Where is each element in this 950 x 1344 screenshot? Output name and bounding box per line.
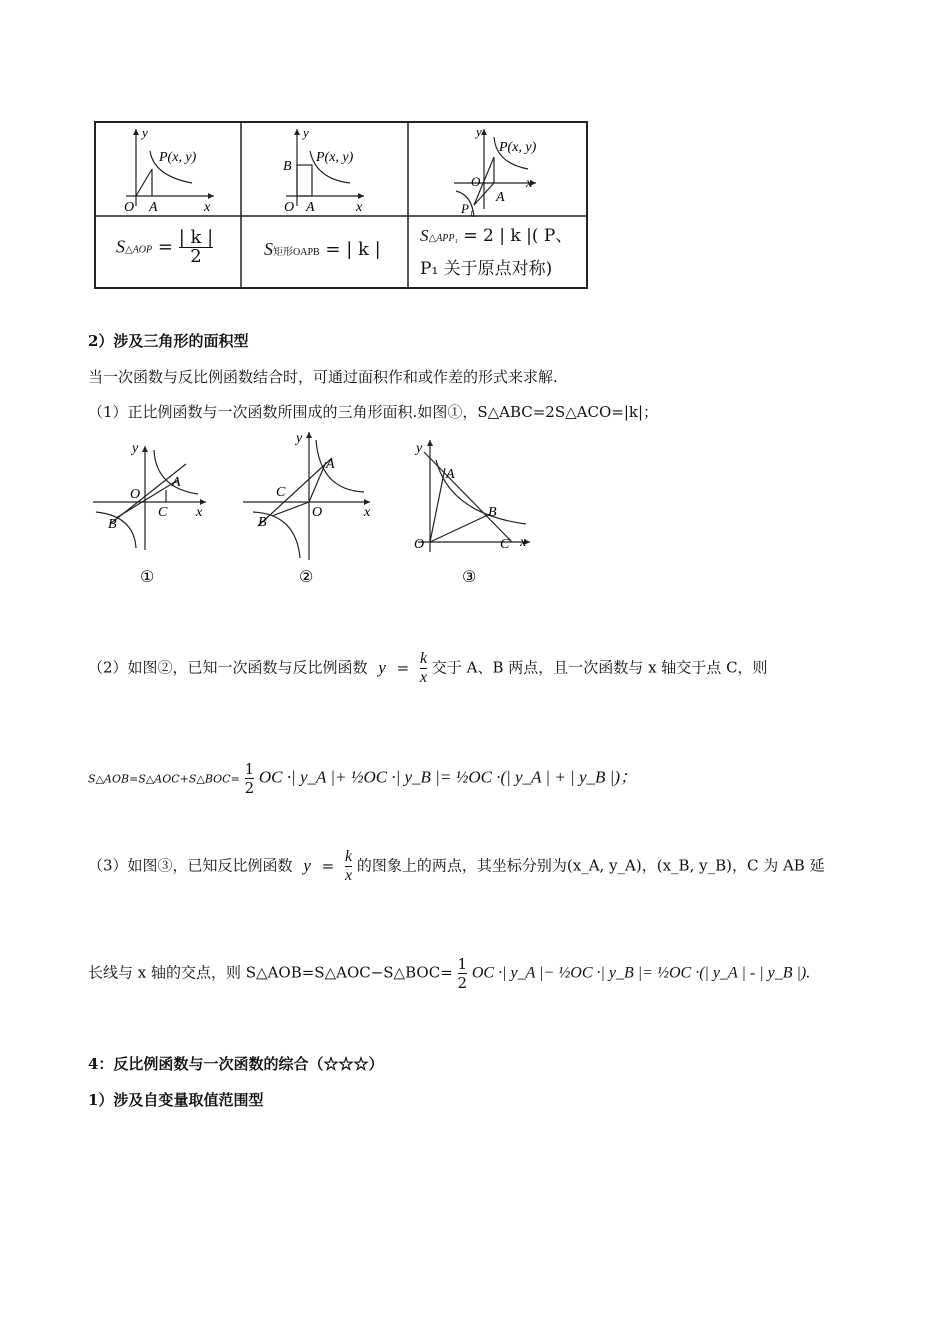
svg-text:O: O xyxy=(312,505,323,520)
section2-item3-formula: 长线与 x 轴的交点，则 S△AOB=S△AOC−S△BOC= $\frac{1}{2}$ OC ·| y_A |− ½OC ·| y_B |= ½OC ·(| y_A | - | y_B |). xyxy=(88,955,811,992)
table-graph-1 xyxy=(124,125,214,215)
summary-table xyxy=(94,121,588,289)
svg-text:P(x, y): P(x, y) xyxy=(316,150,354,165)
section2-intro: 当一次函数与反比例函数结合时，可通过面积作和或作差的形式来求解. xyxy=(88,368,558,386)
svg-text:A: A xyxy=(326,457,335,472)
section2-item1: （1）正比例函数与一次函数所围成的三角形面积.如图①，S△ABC=2S△ACO=|k|； xyxy=(88,403,659,421)
svg-text:y: y xyxy=(476,124,482,139)
svg-text:O: O xyxy=(414,537,425,552)
svg-text:A: A xyxy=(172,475,181,490)
svg-text:P(x, y): P(x, y) xyxy=(159,150,197,165)
svg-text:C: C xyxy=(500,537,510,552)
svg-text:B: B xyxy=(258,515,267,530)
svg-text:y: y xyxy=(132,441,139,456)
svg-text:x: x xyxy=(520,535,527,550)
section2-item3-line1: （3）如图③，已知反比例函数 y = $\frac{k}{x}$ 的图象上的两点，其坐标分别为(x_A, y_A)，(x_B, y_B)，C 为 AB 延 xyxy=(88,848,825,884)
svg-text:y: y xyxy=(303,125,309,140)
section2-item2-formula: S△AOB=S△AOC+S△BOC= $\frac{1}{2}$ OC ·| y_A |+ ½OC ·| y_B |= ½OC ·(| y_A | + | y_B |)； xyxy=(88,760,637,797)
svg-text:x: x xyxy=(364,505,371,520)
svg-text:O: O xyxy=(124,200,135,215)
svg-text:x: x xyxy=(196,505,203,520)
table-graph-2 xyxy=(283,125,364,215)
formula-app1: S△APP₁ = 2 | k |( P、 P₁ 关于原点对称) xyxy=(420,226,573,279)
svg-text:O: O xyxy=(471,174,481,189)
figures xyxy=(88,430,548,590)
svg-text:O: O xyxy=(284,200,295,215)
svg-text:x: x xyxy=(204,200,211,215)
svg-text:A: A xyxy=(496,190,505,205)
svg-text:A: A xyxy=(446,467,455,482)
svg-text:A: A xyxy=(149,200,158,215)
section4-subheading: 1）涉及自变量取值范围型 xyxy=(88,1091,264,1109)
svg-text:y: y xyxy=(296,431,303,446)
svg-text:y: y xyxy=(416,441,423,456)
formula-aop: S△AOP = $\frac{| k |}{2}$ xyxy=(116,227,214,267)
figure-3 xyxy=(414,440,530,586)
svg-text:x: x xyxy=(356,200,363,215)
svg-text:P(x, y): P(x, y) xyxy=(499,140,537,155)
table-graph-3 xyxy=(454,124,537,217)
figure-1 xyxy=(93,441,206,586)
svg-text:O: O xyxy=(130,487,141,502)
svg-text:③: ③ xyxy=(462,569,477,586)
section2-heading: 2）涉及三角形的面积型 xyxy=(88,332,249,350)
svg-text:②: ② xyxy=(299,569,314,586)
svg-text:①: ① xyxy=(140,569,155,586)
svg-text:B: B xyxy=(488,505,497,520)
svg-text:y: y xyxy=(142,125,148,140)
figure-2 xyxy=(243,431,371,586)
svg-text:B: B xyxy=(283,159,292,174)
svg-text:x: x xyxy=(526,176,533,191)
section2-item2-line1: （2）如图②，已知一次函数与反比例函数 y = $\frac{k}{x}$ 交于 A、B 两点，且一次函数与 x 轴交于点 C，则 xyxy=(88,650,768,686)
svg-text:C: C xyxy=(158,505,168,520)
svg-text:P₁: P₁ xyxy=(461,201,474,216)
svg-text:B: B xyxy=(108,517,117,532)
svg-text:C: C xyxy=(276,485,286,500)
section4-heading: 4：反比例函数与一次函数的综合（☆☆☆） xyxy=(88,1055,384,1073)
formula-rect: S矩形OAPB = | k | xyxy=(264,239,381,260)
svg-text:A: A xyxy=(306,200,315,215)
